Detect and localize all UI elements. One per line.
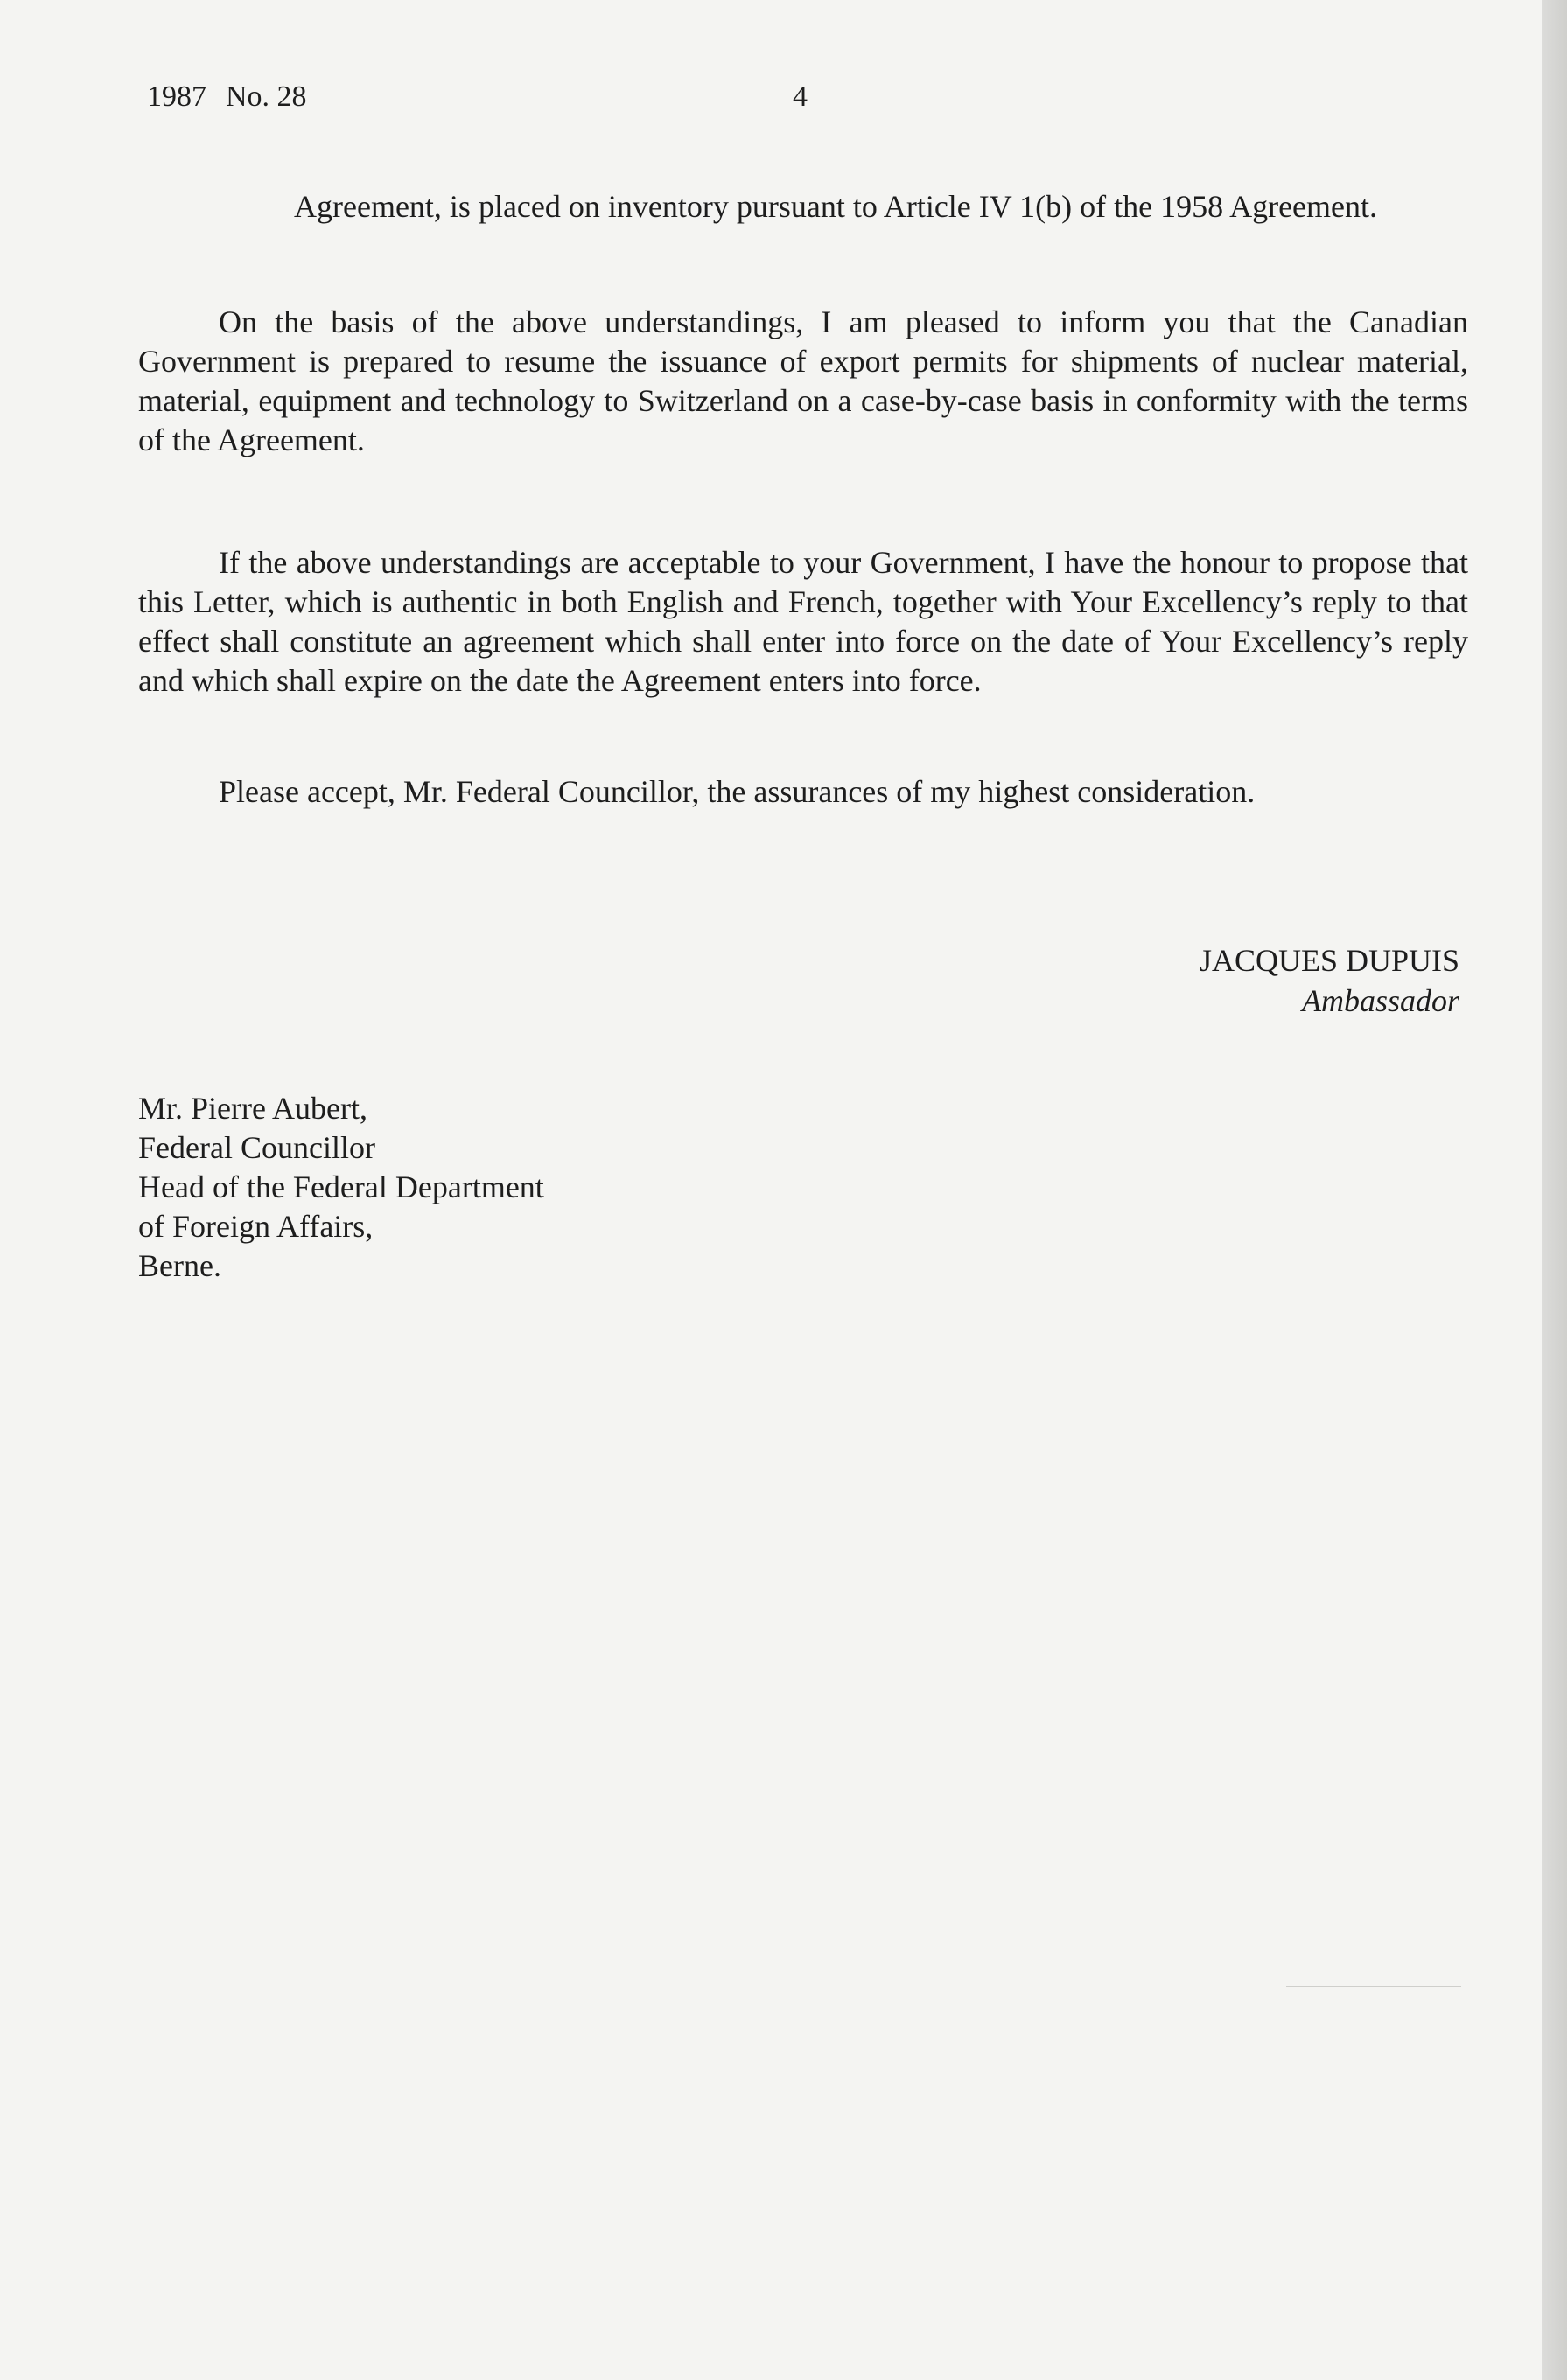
paragraph-understandings: On the basis of the above understandings, I am pleased to inform you that the Canadian Government is prepared to resume the issuance of export permits for shipments of nuclear material, material, equipment and technology to Switzerland on a case-by-case basis in conformity with the terms of the Agreement. [138,304,1468,457]
paragraph-closing: Please accept, Mr. Federal Councillor, the assurances of my highest consideration. [219,774,1256,809]
paragraph-proposal: If the above understandings are acceptable to your Government, I have the honour to propose that this Letter, which is authentic in both English and French, together with Your Excellency’s reply to that effect shall constitute an agreement which shall enter into force on the date of Your Excellency’s reply and which shall expire on the date the Agreement enters into force. [138,545,1468,698]
addressee-line: Berne. [138,1248,221,1283]
paragraph-continuation: Agreement, is placed on inventory pursuant to Article IV 1(b) of the 1958 Agreement. [294,189,1378,224]
footnote-divider [1286,1986,1461,1987]
page-edge-shadow [1542,0,1567,2380]
header-number: No. 28 [226,80,307,113]
addressee-line: Mr. Pierre Aubert, [138,1091,367,1126]
addressee-block [138,1089,544,1286]
signature-block [962,940,1459,1021]
page-header [147,80,307,114]
page-number: 4 [793,80,808,113]
header-year: 1987 [147,80,206,113]
signatory-name: JACQUES DUPUIS [1199,943,1459,978]
addressee-line: Head of the Federal Department [138,1169,544,1204]
addressee-line: Federal Councillor [138,1130,375,1165]
signatory-title: Ambassador [1301,983,1459,1018]
addressee-line: of Foreign Affairs, [138,1209,374,1244]
